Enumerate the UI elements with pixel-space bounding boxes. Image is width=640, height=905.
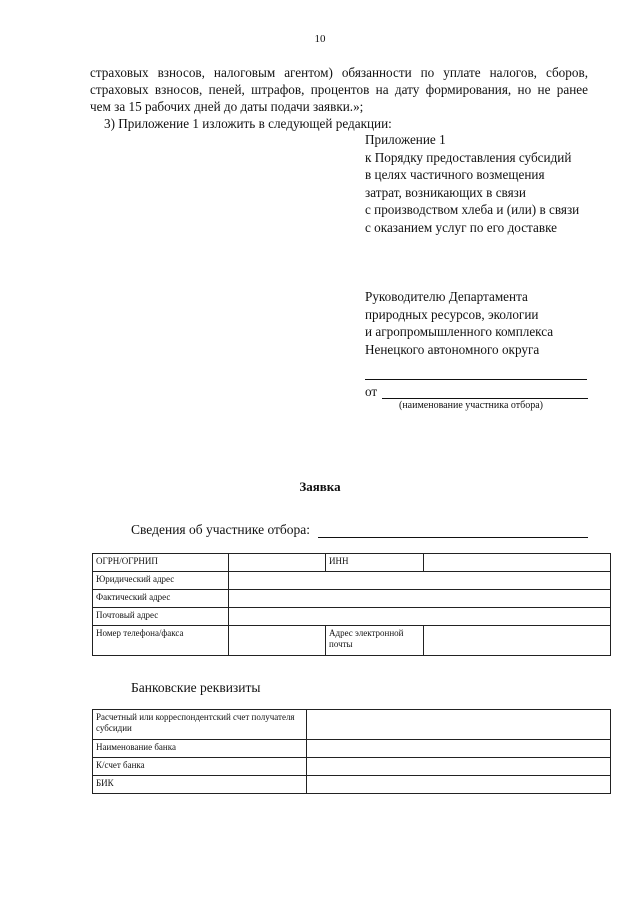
item-3: 3) Приложение 1 изложить в следующей редакции: (104, 116, 392, 131)
legal-address-value[interactable] (229, 572, 611, 590)
addressee-line: природных ресурсов, экологии (365, 306, 539, 322)
postal-address-value[interactable] (229, 608, 611, 626)
document-title: Заявка (299, 479, 341, 494)
table-row (93, 740, 611, 758)
participant-blank-line[interactable] (318, 537, 588, 538)
intro-line: страховых взносов, пеней, штрафов, процентов на дату формирования, но не ранее (90, 82, 588, 97)
intro-paragraph (90, 64, 588, 115)
appendix-line: Приложение 1 (365, 132, 446, 147)
bik-label: БИК (93, 776, 307, 794)
participant-label: Сведения об участнике отбора: (131, 522, 311, 537)
bank-table (92, 709, 611, 794)
table-row (93, 572, 611, 590)
addressee-line: и агропромышленного комплекса (365, 324, 554, 339)
corr-account-label: К/счет банка (93, 758, 307, 776)
appendix-line: в целях частичного возмещения (365, 167, 545, 182)
appendix-line: затрат, возникающих в связи (365, 184, 526, 200)
page-number: 10 (314, 33, 326, 45)
bank-label: Банковские реквизиты (131, 680, 261, 695)
from-blank-line[interactable] (382, 398, 588, 399)
account-label: Расчетный или корреспондентский счет получателя субсидии (93, 710, 307, 740)
appendix-line: с производством хлеба и (или) в связи (365, 202, 580, 217)
from-caption: (наименование участника отбора) (399, 400, 543, 411)
table-row (93, 554, 611, 572)
bank-name-label: Наименование банка (93, 740, 307, 758)
phone-fax-value[interactable] (229, 626, 326, 656)
phone-fax-label: Номер телефона/факса (93, 626, 229, 656)
bank-name-value[interactable] (307, 740, 611, 758)
intro-line: чем за 15 рабочих дней до даты подачи заявки.»; (90, 99, 364, 114)
email-label: Адрес электронной почты (326, 626, 424, 656)
table-row (93, 710, 611, 740)
appendix-line: к Порядку предоставления субсидий (365, 149, 572, 165)
actual-address-label: Фактический адрес (93, 590, 229, 608)
email-value[interactable] (424, 626, 611, 656)
addressee-line: Руководителю Департамента (365, 289, 528, 304)
inn-label: ИНН (326, 554, 424, 572)
appendix-line: с оказанием услуг по его доставке (365, 219, 557, 235)
legal-address-label: Юридический адрес (93, 572, 229, 590)
table-row (93, 776, 611, 794)
postal-address-label: Почтовый адрес (93, 608, 229, 626)
corr-account-value[interactable] (307, 758, 611, 776)
addressee-block (365, 288, 553, 358)
actual-address-value[interactable] (229, 590, 611, 608)
addressee-blank-line (365, 379, 587, 380)
bik-value[interactable] (307, 776, 611, 794)
inn-value[interactable] (424, 554, 611, 572)
participant-table (92, 553, 611, 656)
intro-line: страховых взносов, налоговым агентом) обязанности по уплате налогов, сборов, (90, 65, 588, 80)
table-row (93, 626, 611, 656)
from-label: от (365, 384, 378, 399)
ogrn-label: ОГРН/ОГРНИП (93, 554, 229, 572)
appendix-header (365, 131, 579, 236)
ogrn-value[interactable] (229, 554, 326, 572)
table-row (93, 758, 611, 776)
table-row (93, 590, 611, 608)
addressee-line: Ненецкого автономного округа (365, 341, 540, 357)
account-value[interactable] (307, 710, 611, 740)
table-row (93, 608, 611, 626)
